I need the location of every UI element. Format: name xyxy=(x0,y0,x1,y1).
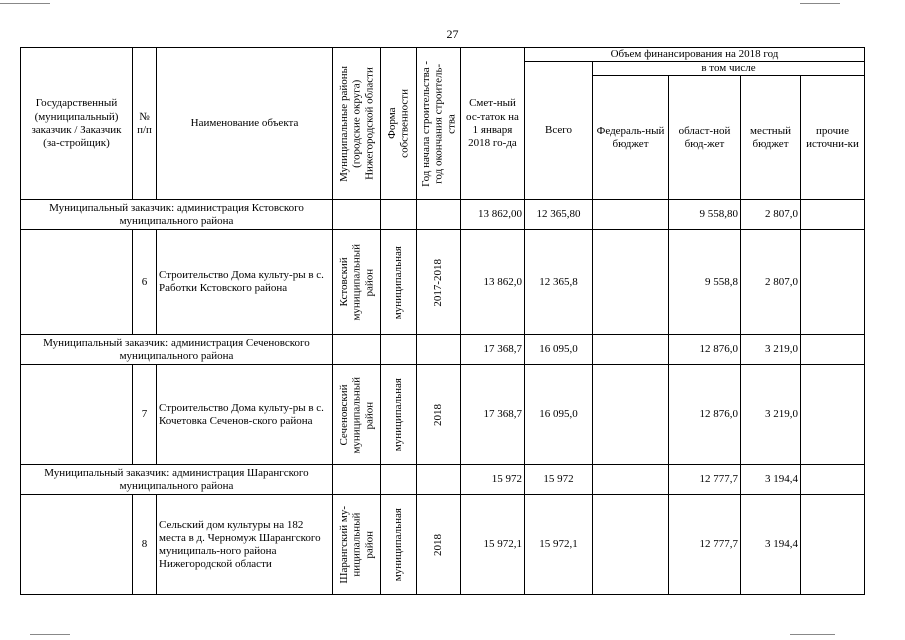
header-regional: област-ной бюд-жет xyxy=(669,76,741,200)
item-total: 16 095,0 xyxy=(525,365,593,465)
scan-artifact-bottom-left xyxy=(30,634,70,635)
item-years xyxy=(417,365,461,465)
header-ownership xyxy=(381,48,417,200)
group-customer: Муниципальный заказчик: администрация Сеченовского муниципального района xyxy=(21,335,333,365)
item-name: Строительство Дома культу-ры в с. Кочетовка Сеченов-ского района xyxy=(157,365,333,465)
group-regional: 12 777,7 xyxy=(669,465,741,495)
item-ownership-text: муниципальная xyxy=(392,378,405,452)
item-district-line-3: район xyxy=(362,531,375,559)
item-district-line-2: муниципальный xyxy=(350,376,363,454)
item-num: 7 xyxy=(133,365,157,465)
item-local: 2 807,0 xyxy=(741,230,801,335)
header-estimate: Смет-ный ос-таток на 1 января 2018 го-да xyxy=(461,48,525,200)
table-row xyxy=(21,495,865,595)
header-years-line-3: ства xyxy=(444,113,457,134)
item-regional: 12 777,7 xyxy=(669,495,741,595)
item-district xyxy=(333,230,381,335)
item-district-line-2: муниципальный xyxy=(350,244,363,321)
scan-artifact-top-right xyxy=(800,3,840,4)
header-districts-line-2: (городские округа) xyxy=(350,79,363,168)
item-district xyxy=(333,495,381,595)
item-total: 12 365,8 xyxy=(525,230,593,335)
item-estimate: 15 972,1 xyxy=(461,495,525,595)
header-total: Всего xyxy=(525,62,593,200)
header-num: № п/п xyxy=(133,48,157,200)
financing-table xyxy=(20,47,865,595)
group-regional: 9 558,80 xyxy=(669,200,741,230)
group-estimate: 15 972 xyxy=(461,465,525,495)
group-estimate: 17 368,7 xyxy=(461,335,525,365)
item-district-line-2: ниципальный xyxy=(350,512,363,577)
item-district-line-3: район xyxy=(362,401,375,429)
item-years-text: 2017-2018 xyxy=(432,258,445,307)
item-years-text: 2018 xyxy=(432,533,445,556)
group-row xyxy=(21,200,865,230)
group-customer: Муниципальный заказчик: администрация Шарангского муниципального района xyxy=(21,465,333,495)
item-name: Строительство Дома культу-ры в с. Работки Кстовского района xyxy=(157,230,333,335)
header-object-name: Наименование объекта xyxy=(157,48,333,200)
group-total: 15 972 xyxy=(525,465,593,495)
item-district-line-1: Сеченовский xyxy=(337,384,350,446)
table-row xyxy=(21,230,865,335)
item-estimate: 17 368,7 xyxy=(461,365,525,465)
item-ownership xyxy=(381,365,417,465)
group-total: 12 365,80 xyxy=(525,200,593,230)
group-total: 16 095,0 xyxy=(525,335,593,365)
item-ownership-text: муниципальная xyxy=(392,245,405,319)
item-estimate: 13 862,0 xyxy=(461,230,525,335)
header-other: прочие источни-ки xyxy=(801,76,865,200)
header-financing: Объем финансирования на 2018 год xyxy=(525,48,865,62)
group-local: 3 194,4 xyxy=(741,465,801,495)
item-ownership-text: муниципальная xyxy=(392,508,405,582)
scan-artifact-bottom-right xyxy=(790,634,835,635)
header-including: в том числе xyxy=(593,62,865,76)
item-regional: 9 558,8 xyxy=(669,230,741,335)
group-row xyxy=(21,465,865,495)
item-num: 8 xyxy=(133,495,157,595)
item-district-line-3: район xyxy=(362,268,375,297)
item-regional: 12 876,0 xyxy=(669,365,741,465)
item-district-line-1: Шарангский му- xyxy=(337,506,350,584)
item-years-text: 2018 xyxy=(432,403,445,426)
item-years xyxy=(417,230,461,335)
header-ownership-line-1: Форма xyxy=(385,108,398,140)
table-row xyxy=(21,365,865,465)
item-years xyxy=(417,495,461,595)
group-estimate: 13 862,00 xyxy=(461,200,525,230)
item-district-line-1: Кстовский xyxy=(337,257,350,307)
header-districts xyxy=(333,48,381,200)
item-total: 15 972,1 xyxy=(525,495,593,595)
group-local: 3 219,0 xyxy=(741,335,801,365)
item-num: 6 xyxy=(133,230,157,335)
header-years-line-1: Год начала строительства - xyxy=(419,60,432,187)
group-regional: 12 876,0 xyxy=(669,335,741,365)
page-number: 27 xyxy=(446,27,459,41)
item-ownership xyxy=(381,495,417,595)
group-row xyxy=(21,335,865,365)
scan-artifact-top-left xyxy=(0,3,50,4)
header-customer: Государственный (муниципальный) заказчик / Заказчик (за-стройщик) xyxy=(21,48,133,200)
item-name: Сельский дом культуры на 182 места в д. Черномуж Шарангского муниципаль-ного района Нижегородской области xyxy=(157,495,333,595)
group-customer: Муниципальный заказчик: администрация Кстовского муниципального района xyxy=(21,200,333,230)
header-districts-line-1: Муниципальные районы xyxy=(337,65,350,182)
item-local: 3 219,0 xyxy=(741,365,801,465)
header-years xyxy=(417,48,461,200)
header-years-line-2: год окончания строитель- xyxy=(432,63,445,184)
item-ownership xyxy=(381,230,417,335)
header-ownership-line-2: собственности xyxy=(398,89,411,159)
header-federal: Федераль-ный бюджет xyxy=(593,76,669,200)
item-local: 3 194,4 xyxy=(741,495,801,595)
header-local: местный бюджет xyxy=(741,76,801,200)
group-local: 2 807,0 xyxy=(741,200,801,230)
header-districts-line-3: Нижегородской области xyxy=(362,67,375,181)
item-district xyxy=(333,365,381,465)
